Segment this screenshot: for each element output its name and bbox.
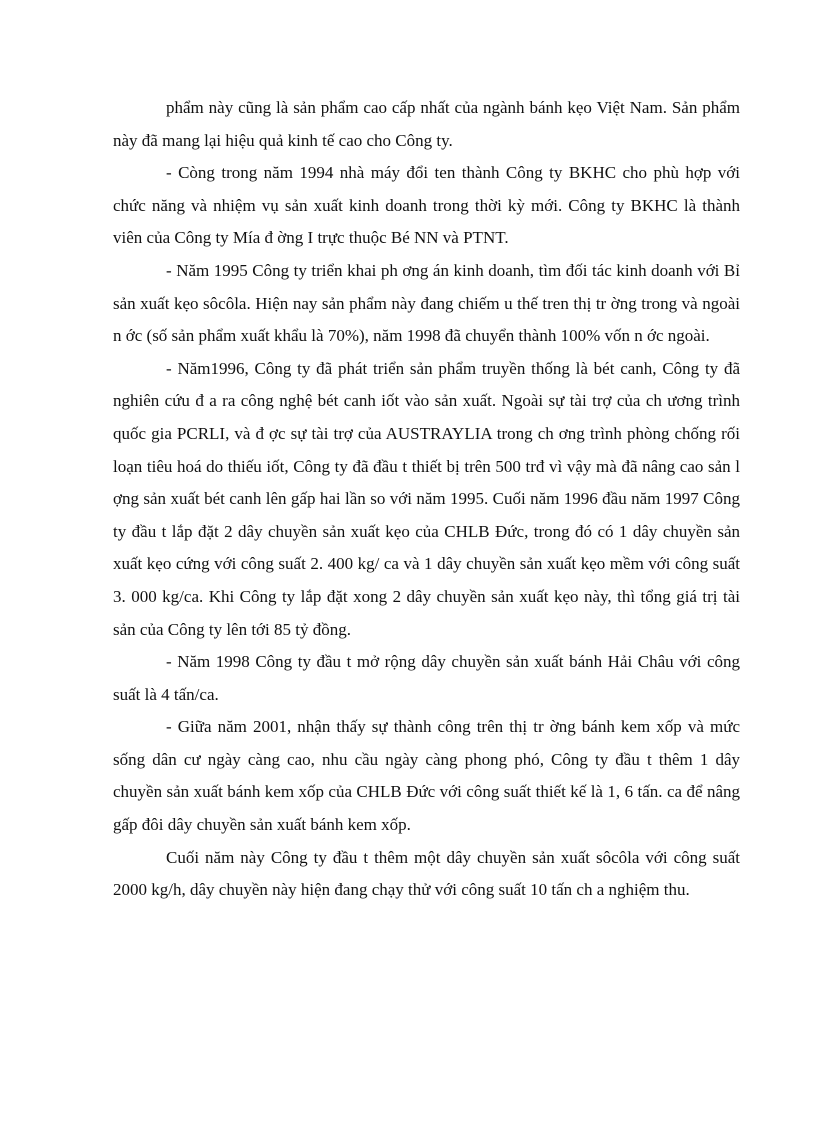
paragraph-5: - Năm 1998 Công ty đầu t mở rộng dây chuyền sản xuất bánh Hải Châu với công suất là 4 tấn/ca. bbox=[113, 652, 740, 704]
paragraph-6: - Giữa năm 2001, nhận thấy sự thành công trên thị tr ờng bánh kem xốp và mức sống dân cư ngày càng cao, nhu cầu ngày càng phong phó, Công ty đầu t thêm 1 dây chuyền sản xuất bánh kem xốp của CHLB Đức với công suất thiết kế là 1, 6 tấn. ca để nâng gấp đôi dây chuyền sản xuất bánh kem xốp. bbox=[113, 717, 740, 835]
document-page bbox=[113, 92, 740, 907]
paragraph-3: - Năm 1995 Công ty triển khai ph ơng án kinh doanh, tìm đối tác kinh doanh với Bỉ sản xuất kẹo sôcôla. Hiện nay sản phẩm này đang chiếm u thế tren thị tr ờng trong và ngoài n ớc (số sản phẩm xuất khẩu là 70%), năm 1998 đã chuyển thành 100% vốn n ớc ngoài. bbox=[113, 260, 740, 346]
paragraph-2: - Còng trong năm 1994 nhà máy đổi ten thành Công ty BKHC cho phù hợp với chức năng và nhiệm vụ sản xuất kinh doanh trong thời kỳ mới. Công ty BKHC là thành viên của Công ty Mía đ ờng I trực thuộc Bé NN và PTNT. bbox=[113, 163, 740, 248]
paragraph-1: phẩm này cũng là sản phẩm cao cấp nhất của ngành bánh kẹo Việt Nam. Sản phẩm này đã mang lại hiệu quả kinh tế cao cho Công ty. bbox=[113, 98, 740, 150]
paragraph-7: Cuối năm này Công ty đầu t thêm một dây chuyền sản xuất sôcôla với công suất 2000 kg/h, dây chuyền này hiện đang chạy thử với công suất 10 tấn ch a nghiệm thu. bbox=[113, 847, 740, 900]
paragraph-4: - Năm1996, Công ty đã phát triển sản phẩm truyền thống là bét canh, Công ty đã nghiên cứu đ a ra công nghệ bét canh iốt vào sản xuất. Ngoài sự tài trợ của ch ương trình quốc gia PCRLI, và đ ợc sự tài trợ của AUSTRAYLIA trong ch ơng trình phòng chống rối loạn tiêu hoá do thiếu iốt, Công ty đã đầu t thiết bị trên 500 trđ vì vậy mà đã nâng cao sản l ợng sản xuất bét canh lên gấp hai lần so với năm 1995. Cuối năm 1996 đầu năm 1997 Công ty đầu t lắp đặt 2 dây chuyền sản xuất kẹo của CHLB Đức, trong đó có 1 dây chuyền sản xuất kẹo cứng với công suất 2. 400 kg/ ca và 1 dây chuyền sản xuất kẹo mềm với công suất 3. 000 kg/ca. Khi Công ty lắp đặt xong 2 dây chuyền sản xuất kẹo này, thì tổng giá trị tài sản của Công ty lên tới 85 tỷ đồng. bbox=[113, 358, 740, 639]
